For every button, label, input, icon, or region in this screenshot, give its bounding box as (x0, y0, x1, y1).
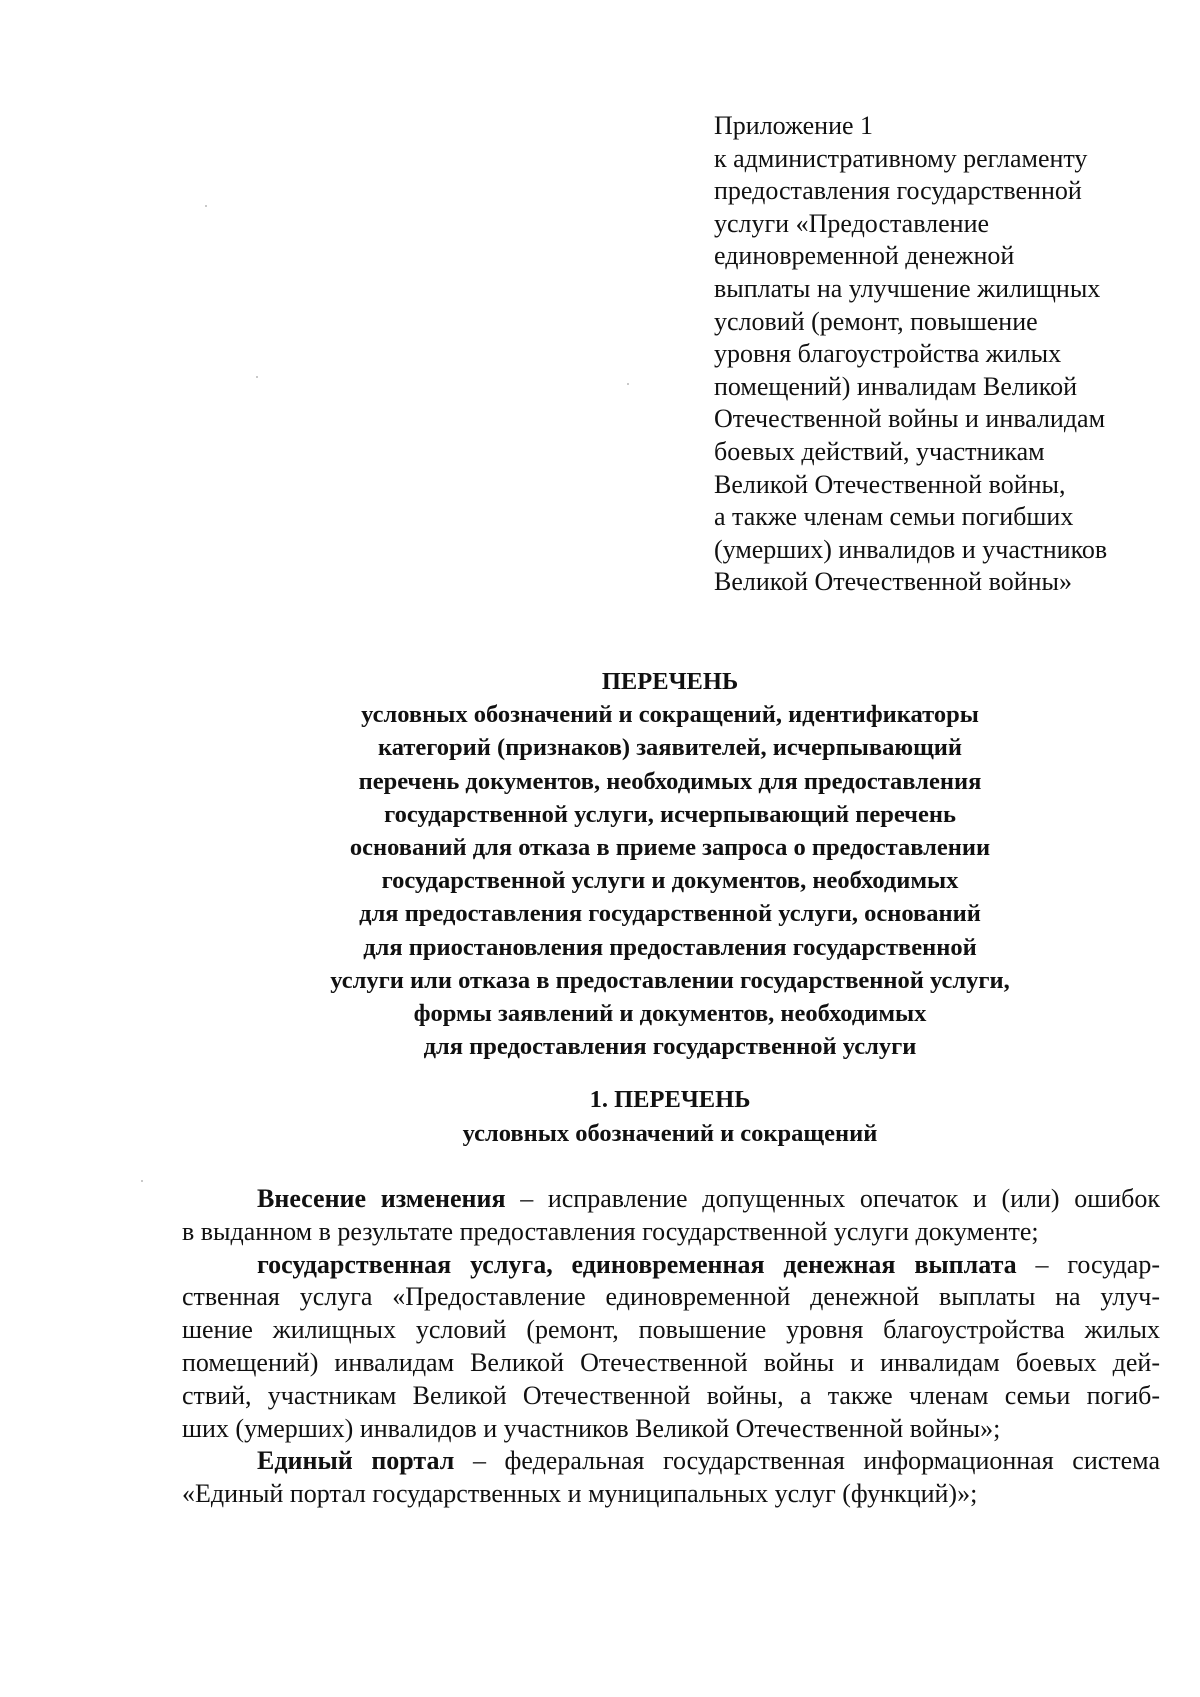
title-line: оснований для отказа в приеме запроса о предоставлении (349, 834, 991, 862)
appendix-line: уровня благоустройства жилых (714, 339, 1062, 369)
appendix-line: услуги «Предоставление (714, 208, 990, 238)
definition-line: ших (умерших) инвалидов и участников Великой Отечественной войны»; (182, 1413, 1001, 1443)
appendix-line: Отечественной войны и инвалидам (714, 404, 1106, 434)
title-line: для приостановления предоставления государственной (363, 933, 977, 961)
appendix-line: а также членам семьи погибших (714, 502, 1074, 532)
appendix-line: предоставления государственной (714, 176, 1082, 206)
scan-speck (256, 376, 258, 378)
appendix-line: (умерших) инвалидов и участников (714, 534, 1108, 564)
appendix-header (714, 110, 1174, 599)
title-line: для предоставления государственной услуги, оснований (359, 900, 981, 928)
section-title: 1. ПЕРЕЧЕНЬ (589, 1086, 751, 1113)
appendix-line: Приложение 1 (714, 111, 874, 140)
title-line: категорий (признаков) заявителей, исчерпывающий (378, 734, 962, 762)
definition-first-line (182, 1249, 1160, 1282)
definition-first-line (182, 1183, 1160, 1216)
scan-speck (205, 205, 207, 207)
appendix-line: единовременной денежной (714, 241, 1015, 271)
title-line: для предоставления государственной услуги (423, 1033, 917, 1061)
definition-line: «Единый портал государственных и муниципальных услуг (функций)»; (182, 1479, 978, 1509)
appendix-line: Великой Отечественной войны» (714, 567, 1072, 597)
definition-text: – исправление допущенных опечаток и (или) ошибок (505, 1184, 1160, 1213)
title-line: государственной услуги и документов, необходимых (381, 867, 959, 895)
definition-text: – федеральная государственная информационная система (454, 1446, 1160, 1476)
appendix-line: условий (ремонт, повышение (714, 306, 1038, 336)
definition-first-line (182, 1445, 1160, 1478)
definition-text: – государ- (1016, 1249, 1160, 1279)
scan-speck (627, 383, 629, 385)
appendix-line: боевых действий, участникам (714, 436, 1045, 466)
definition-term: Единый портал (257, 1446, 455, 1476)
title-line: государственной услуги, исчерпывающий перечень (384, 800, 956, 828)
appendix-line: помещений) инвалидам Великой (714, 371, 1078, 401)
appendix-line: к административному регламенту (714, 143, 1088, 173)
title-line: услуги или отказа в предоставлении государственной услуги, (330, 966, 1010, 994)
definition-term: Внесение изменения (257, 1184, 506, 1213)
title-line: условных обозначений и сокращений, идентификаторы (361, 701, 979, 729)
definition-line: в выданном в результате предоставления государственной услуги документе; (182, 1216, 1039, 1246)
definition-line: ственная услуга «Предоставление единовременной денежной выплаты на улуч- (182, 1282, 1160, 1312)
title-line: перечень документов, необходимых для предоставления (358, 767, 982, 795)
title-line: формы заявлений и документов, необходимых (413, 1000, 927, 1028)
section-1-heading (180, 1083, 1160, 1151)
section-subtitle: условных обозначений и сокращений (462, 1120, 878, 1147)
definitions-list (182, 1183, 1160, 1511)
title-heading: ПЕРЕЧЕНЬ (601, 668, 739, 695)
definition-term: государственная услуга, единовременная денежная выплата (257, 1249, 1017, 1279)
definition-line: ствий, участникам Великой Отечественной войны, а также членам семьи погиб- (182, 1380, 1160, 1410)
document-title (180, 665, 1160, 1063)
appendix-line: выплаты на улучшение жилищных (714, 273, 1101, 303)
appendix-line: Великой Отечественной войны, (714, 469, 1066, 499)
scan-speck (141, 1180, 143, 1182)
definition-line: помещений) инвалидам Великой Отечественной войны и инвалидам боевых дей- (182, 1347, 1160, 1377)
definition-line: шение жилищных условий (ремонт, повышение уровня благоустройства жилых (182, 1315, 1160, 1345)
